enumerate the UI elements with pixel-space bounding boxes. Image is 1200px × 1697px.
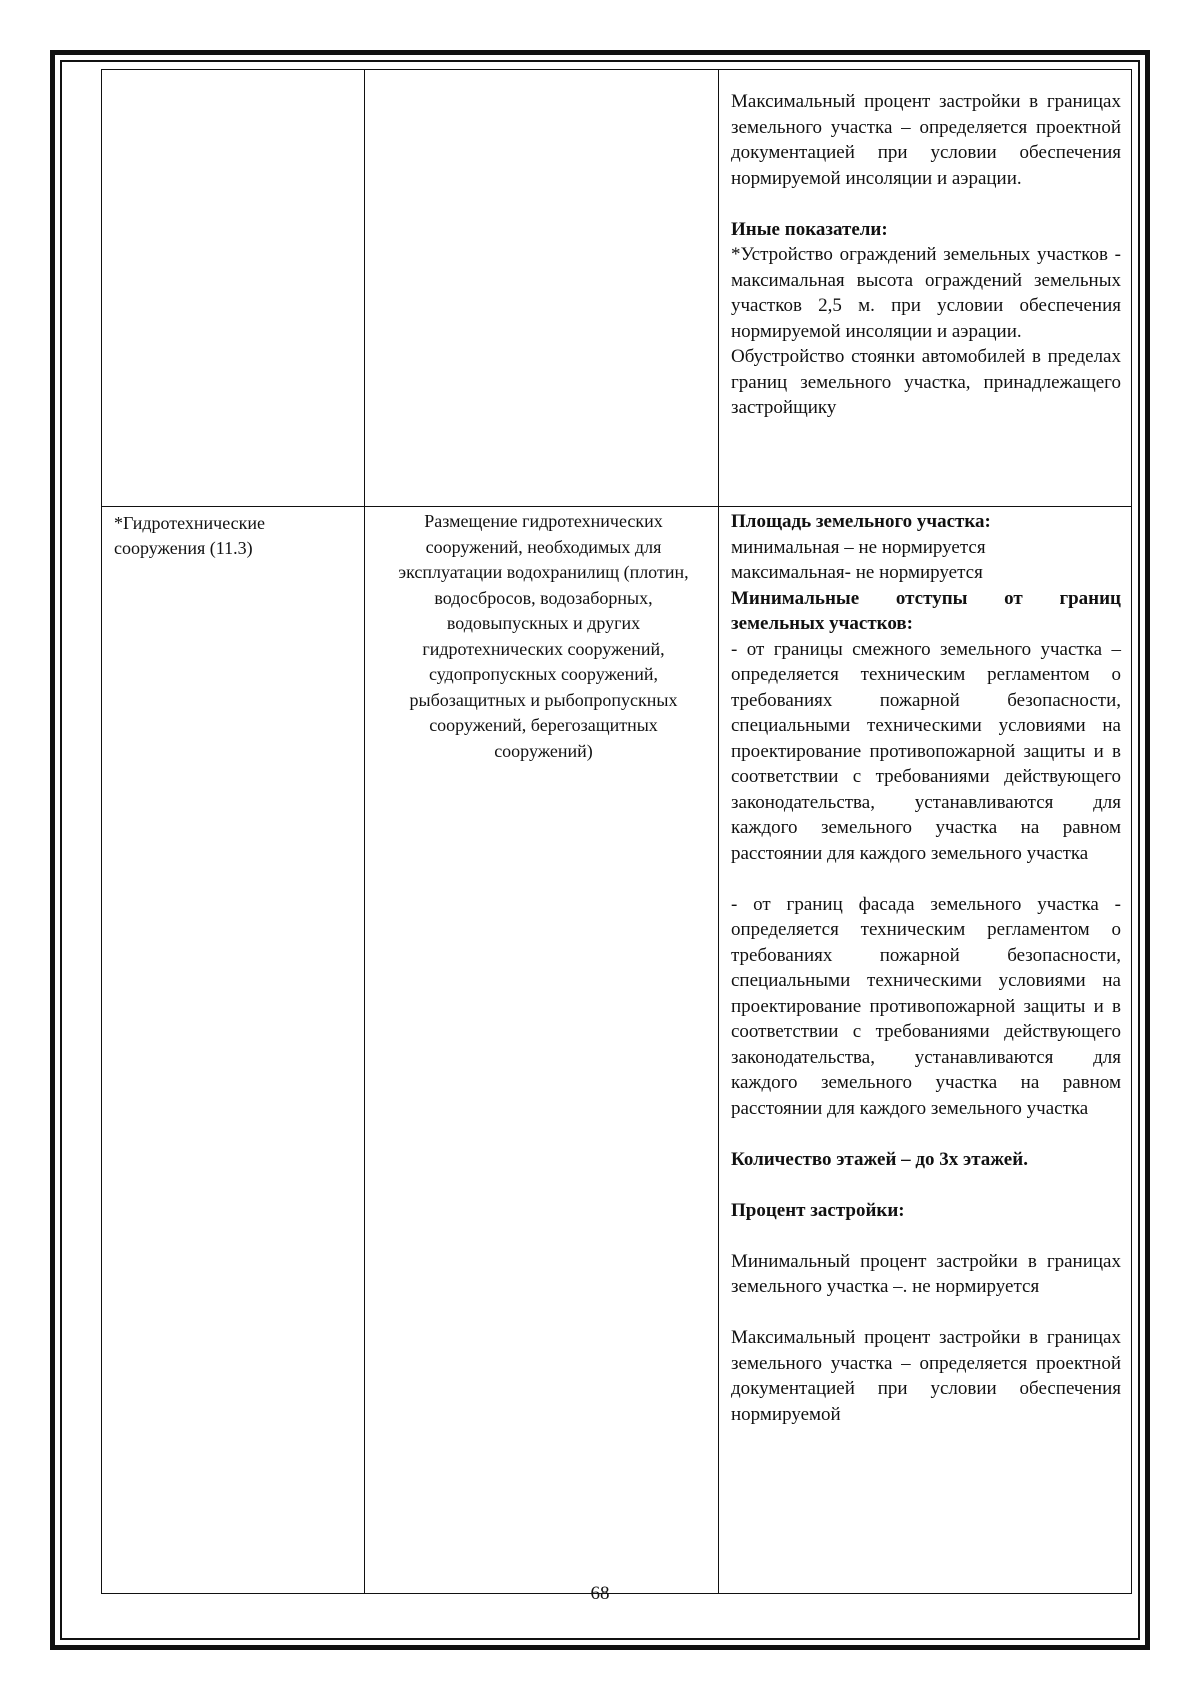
- row1-parameters-cell: [719, 70, 1132, 507]
- fence-height-text: *Устройство ограждений земельных участков - максимальная высота ограждений земельных участков 2,5 м. при условии обеспечения нормируемой инсоляции и аэрации.: [731, 244, 1121, 342]
- floors-text: Количество этажей – до 3х этажей.: [731, 1148, 1028, 1170]
- row1-permitted-use-cell: [102, 70, 365, 507]
- row2-description-cell: [365, 507, 719, 1594]
- setback-facade-text: - от границ фасада земельного участка - определяется техническим регламентом о требованиях пожарной безопасности, специальными техническими условиями на проектирование противопожарной защиты и в соответствии с требованиями действующего законодательства, устанавливаются для каждого земельного участка на равном расстоянии для каждого земельного участка: [731, 893, 1121, 1119]
- table-row: [102, 70, 1132, 507]
- regulations-table: [101, 69, 1132, 1594]
- row1-permitted-use-text: [102, 70, 364, 74]
- land-area-min: минимальная – не нормируется: [731, 536, 986, 558]
- row1-max-coverage-text: Максимальный процент застройки в границах земельного участка – определяется проектной документацией при условии обеспечения нормируемой инсоляции и аэрации.: [731, 91, 1121, 189]
- coverage-min-text: Минимальный процент застройки в границах земельного участка –. не нормируется: [731, 1250, 1121, 1297]
- row2-parameters-cell: [719, 507, 1132, 1594]
- row2-description-text: Размещение гидротехнических сооружений, необходимых для эксплуатации водохранилищ (плотин, водосбросов, водозаборных, водовыпускных и других гидротехнических сооружений, судопропускных сооружений, рыбозащитных и рыбопропускных сооружений, берегозащитных сооружений): [398, 511, 689, 761]
- setback-adjacent-text: - от границы смежного земельного участка – определяется техническим регламентом о требованиях пожарной безопасности, специальными техническими условиями на проектирование противопожарной защиты и в соответствии с требованиями действующего законодательства, устанавливаются для каждого земельного участка на равном расстоянии для каждого земельного участка: [731, 638, 1121, 864]
- page-number: 68: [590, 1583, 610, 1604]
- row1-description-text: [365, 70, 718, 72]
- setbacks-heading: Минимальные отступы от границ земельных участков:: [731, 587, 1121, 634]
- parking-text: Обустройство стоянки автомобилей в пределах границ земельного участка, принадлежащего застройщику: [731, 346, 1121, 418]
- coverage-heading: Процент застройки:: [731, 1199, 905, 1221]
- row2-permitted-use-text: *Гидротехнические сооружения (11.3): [114, 513, 266, 558]
- coverage-max-text: Максимальный процент застройки в границах земельного участка – определяется проектной документацией при условии обеспечения нормируемой: [731, 1327, 1121, 1425]
- land-area-heading: Площадь земельного участка:: [731, 511, 991, 532]
- table-row: [102, 507, 1132, 1594]
- row2-permitted-use-cell: [102, 507, 365, 1594]
- other-indicators-heading: Иные показатели:: [731, 218, 888, 240]
- row1-description-cell: [365, 70, 719, 507]
- land-area-max: максимальная- не нормируется: [731, 562, 983, 583]
